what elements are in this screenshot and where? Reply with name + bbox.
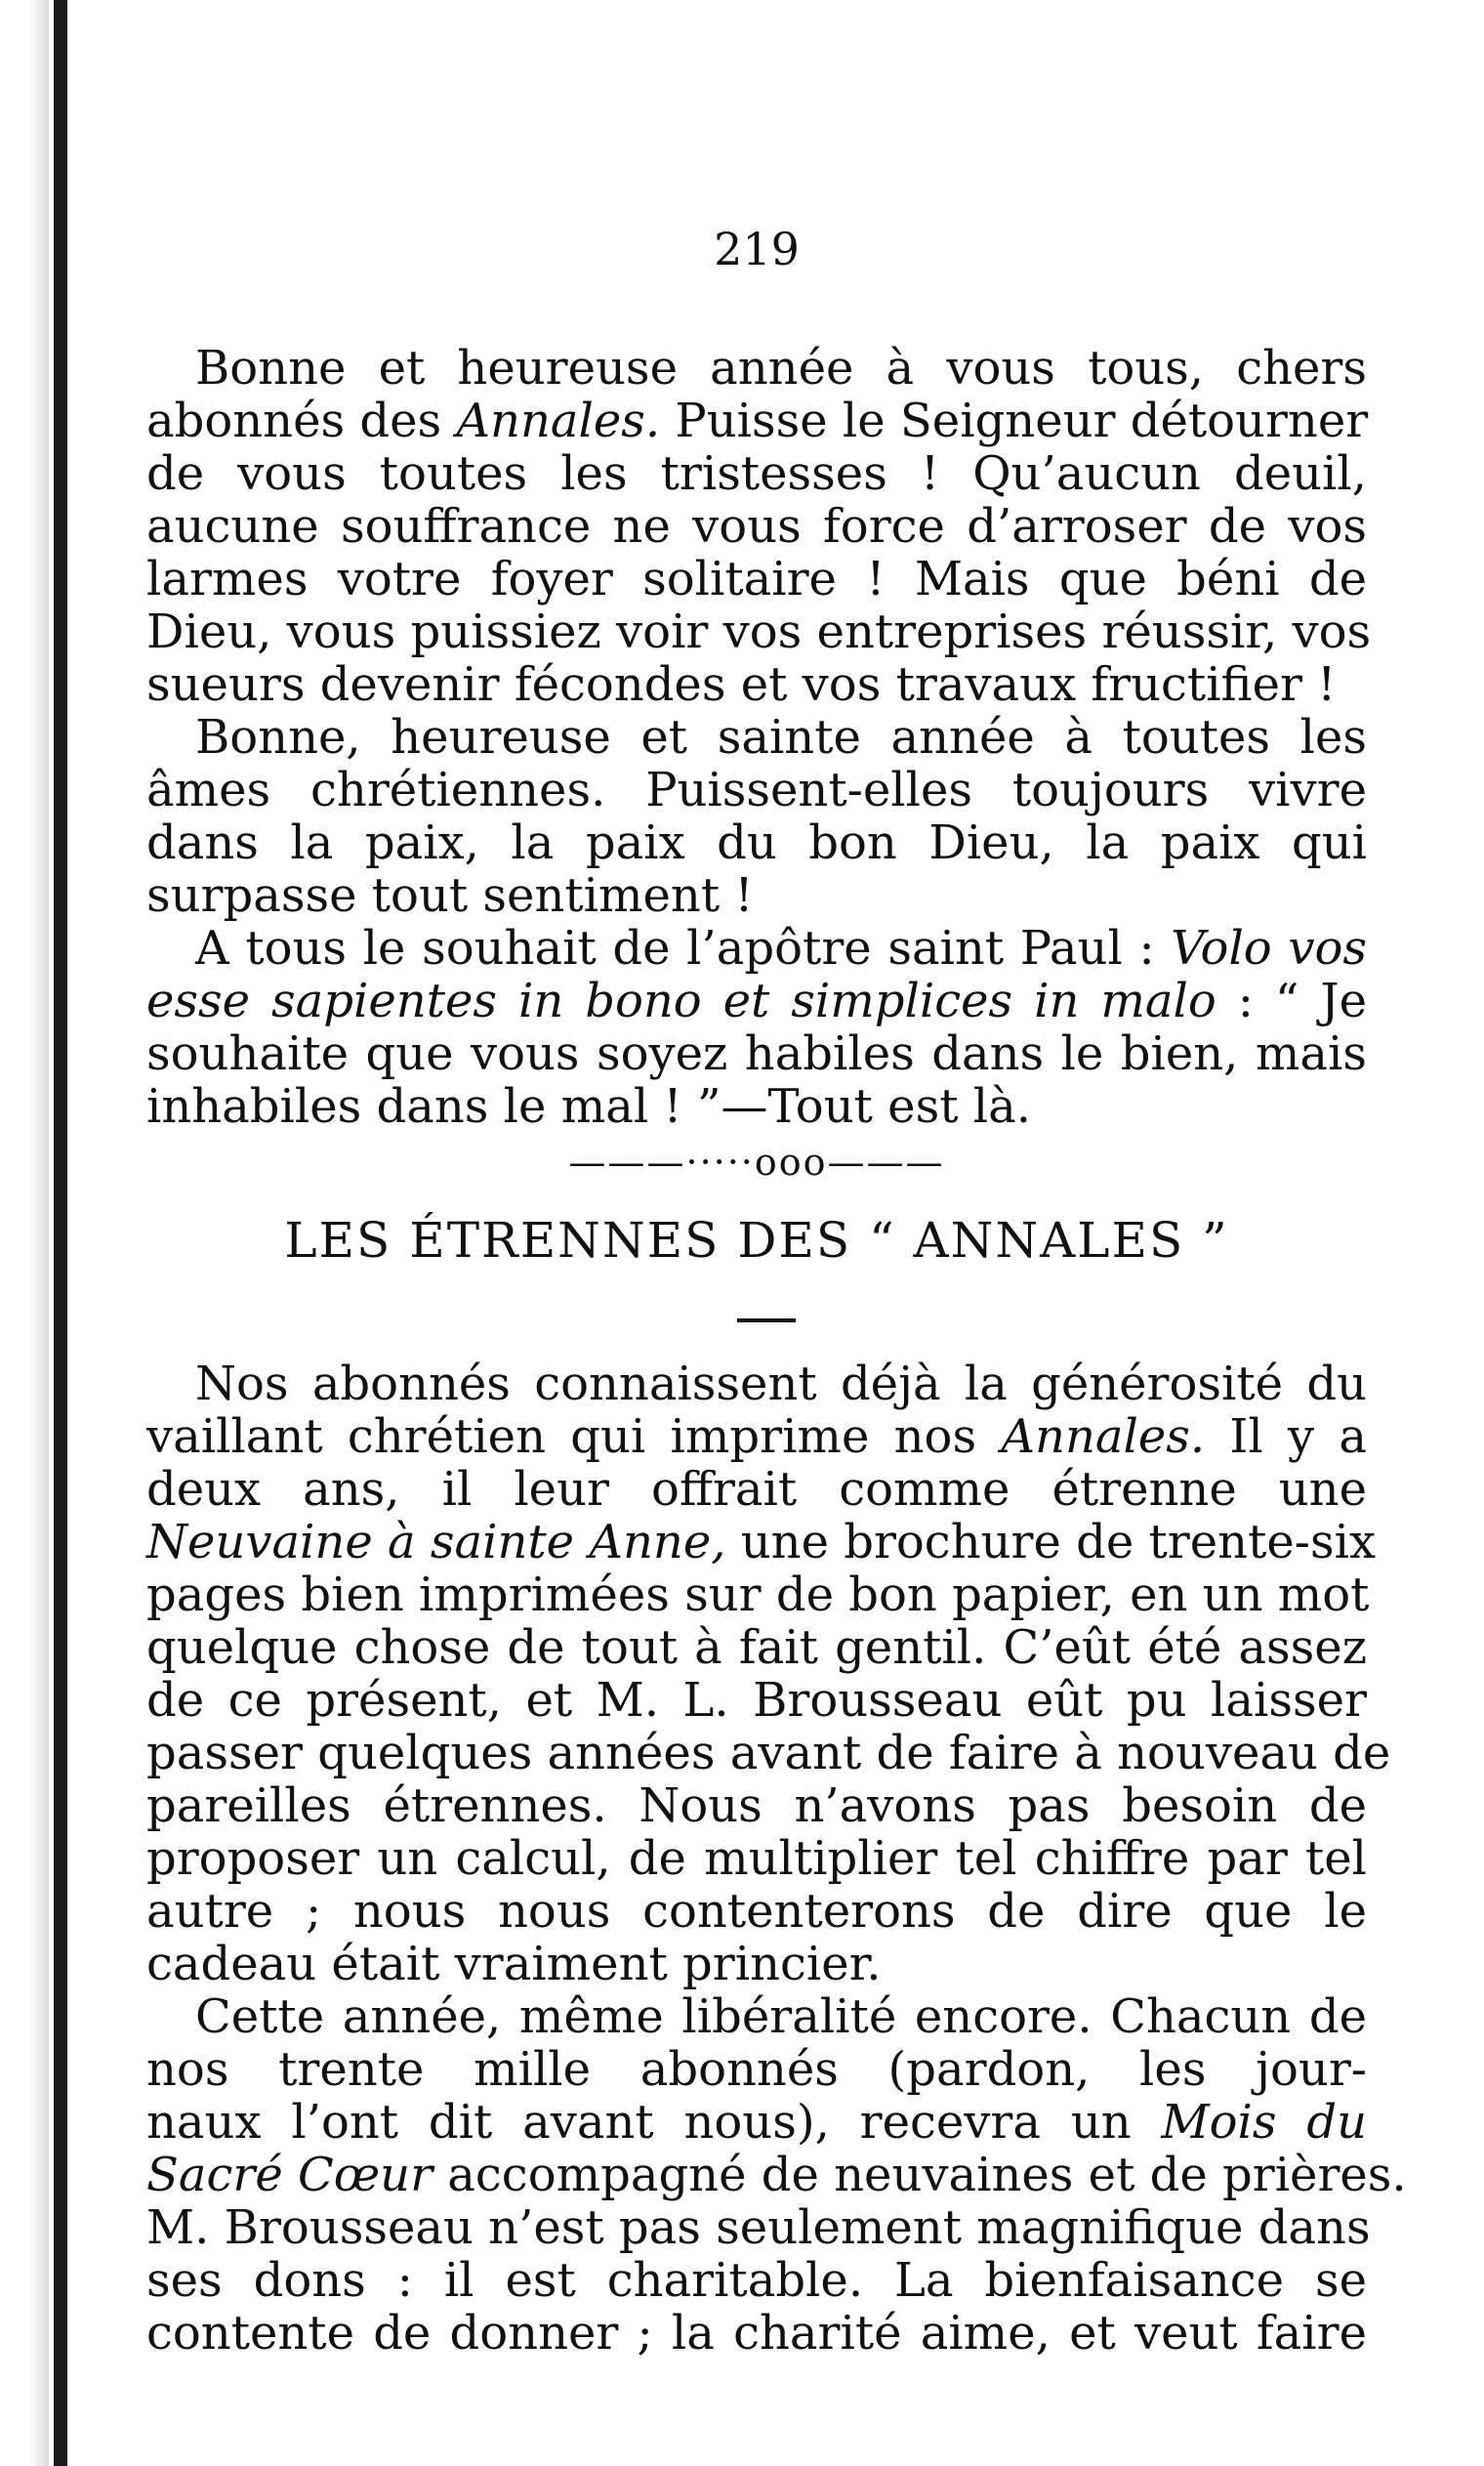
text-line: surpasse tout sentiment ! <box>146 868 754 923</box>
text-line: Dieu, vous puissiez voir vos entreprises réussir, vos <box>146 605 1372 659</box>
text-line: ses dons : il est charitable. La bienfaisance se <box>146 2253 1367 2308</box>
text-line <box>146 2148 1407 2202</box>
text-line <box>146 342 1367 395</box>
text-line: pareilles étrennes. Nous n’avons pas besoin de <box>146 1778 1367 1833</box>
text-span: naux l’ont dit avant nous), recevra un <box>146 2095 1162 2150</box>
italic-title: Annales. <box>456 394 661 448</box>
text-line <box>146 1990 1367 2043</box>
italic-title: Annales. <box>1001 1409 1206 1464</box>
text-line: larmes votre foyer solitaire ! Mais que béni de <box>146 552 1367 606</box>
text-line: inhabiles dans le mal ! ”—Tout est là. <box>146 1079 1031 1134</box>
text-span: Bonne, heureuse et sainte année à toutes les <box>195 710 1367 765</box>
text-line <box>146 1515 1377 1569</box>
text-span: Bonne et heureuse année à vous tous, chers <box>195 341 1367 396</box>
heading-rule <box>737 1318 796 1322</box>
text-line: proposer un calcul, de multiplier tel chiffre par tel <box>146 1831 1367 1886</box>
text-line <box>146 1410 1367 1463</box>
page-gutter-shadow <box>29 0 49 2466</box>
text-span: Nos abonnés connaissent déjà la générosité du <box>195 1357 1367 1411</box>
italic-title: Mois du <box>1161 2095 1367 2150</box>
text-span: : “ Je <box>1216 974 1367 1028</box>
page-number: 219 <box>714 223 800 275</box>
text-line: nos trente mille abonnés (pardon, les jour- <box>146 2042 1367 2097</box>
text-line: souhaite que vous soyez habiles dans le bien, mais <box>146 1026 1367 1081</box>
text-line: aucune souffrance ne vous force d’arroser de vos <box>146 499 1367 554</box>
latin-quote: Volo vos <box>1171 921 1368 976</box>
italic-title: Sacré Cœur <box>146 2148 433 2202</box>
text-span: une brochure de trente-six <box>725 1515 1377 1569</box>
text-line: passer quelques années avant de faire à nouveau de <box>146 1726 1391 1780</box>
text-span: vaillant chrétien qui imprime nos <box>146 1409 1002 1464</box>
text-span: A tous le souhait de l’apôtre saint Paul : <box>195 921 1172 976</box>
section-separator: ———·····ooo——— <box>568 1141 945 1184</box>
book-page <box>146 195 1407 2422</box>
text-line: de ce présent, et M. L. Brousseau eût pu laisser <box>146 1673 1367 1728</box>
text-span: Il y a <box>1205 1409 1367 1464</box>
text-line: autre ; nous nous contenterons de dire que le <box>146 1884 1367 1939</box>
text-line <box>146 2096 1367 2149</box>
text-line: cadeau était vraiment princier. <box>146 1937 882 1991</box>
text-line: contente de donner ; la charité aime, et veut faire <box>146 2306 1367 2361</box>
text-line <box>146 711 1367 764</box>
text-line: dans la paix, la paix du bon Dieu, la paix qui <box>146 815 1367 870</box>
text-line: deux ans, il leur offrait comme étrenne une <box>146 1462 1367 1517</box>
text-line <box>146 1358 1367 1410</box>
text-span: Puisse le Seigneur détourner <box>660 394 1369 448</box>
text-line: âmes chrétiennes. Puissent-elles toujours vivre <box>146 763 1367 817</box>
text-span: accompagné de neuvaines et de prières. <box>433 2148 1407 2202</box>
section-heading: LES ÉTRENNES DES “ ANNALES ” <box>284 1212 1229 1269</box>
text-line: sueurs devenir fécondes et vos travaux fructifier ! <box>146 657 1337 712</box>
text-line <box>146 975 1367 1027</box>
text-line: quelque chose de tout à fait gentil. C’eût été assez <box>146 1620 1367 1675</box>
text-line: de vous toutes les tristesses ! Qu’aucun deuil, <box>146 446 1367 501</box>
text-line: pages bien imprimées sur de bon papier, en un mot <box>146 1567 1370 1622</box>
text-line <box>146 922 1367 975</box>
text-line <box>146 395 1367 447</box>
text-span: Cette année, même libéralité encore. Chacun de <box>195 1989 1367 2044</box>
italic-title: Neuvaine à sainte Anne, <box>146 1515 726 1569</box>
page-binding-edge <box>54 0 67 2466</box>
latin-quote: esse sapientes in bono et simplices in malo <box>146 974 1216 1028</box>
text-line: M. Brousseau n’est pas seulement magnifique dans <box>146 2200 1371 2255</box>
text-span: abonnés des <box>146 394 457 448</box>
